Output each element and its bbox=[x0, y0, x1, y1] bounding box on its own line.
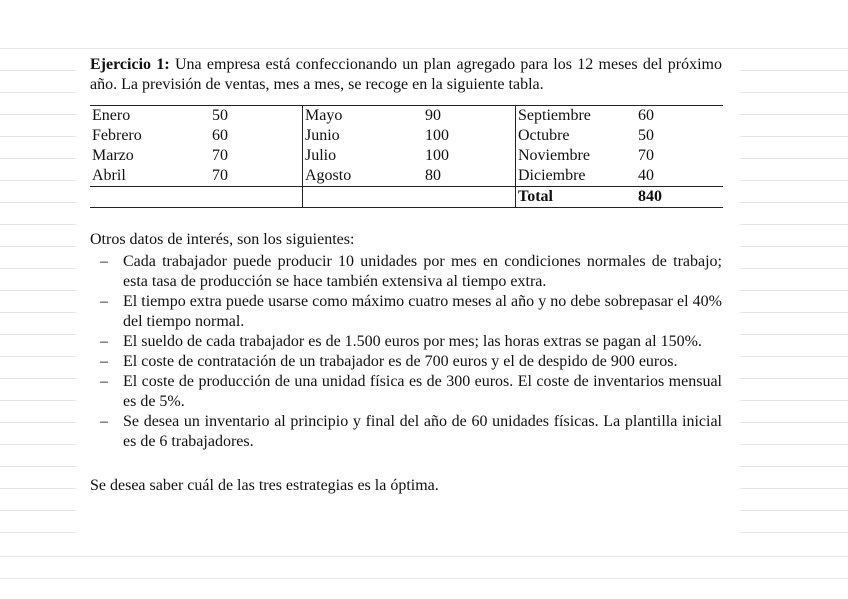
ruled-line bbox=[0, 246, 76, 247]
ruled-line bbox=[0, 180, 76, 181]
dash-bullet: – bbox=[100, 253, 108, 270]
ruled-line bbox=[740, 202, 848, 203]
table-row bbox=[90, 106, 723, 127]
month-name: Diciembre bbox=[516, 166, 637, 187]
month-value: 60 bbox=[212, 127, 228, 144]
dash-bullet: – bbox=[100, 333, 108, 350]
ruled-line bbox=[740, 444, 848, 445]
exercise-intro bbox=[90, 55, 722, 95]
month-value: 50 bbox=[210, 106, 303, 127]
ruled-line bbox=[0, 48, 848, 49]
ruled-line bbox=[0, 488, 76, 489]
month-name: Junio bbox=[303, 126, 424, 146]
dash-bullet: – bbox=[100, 413, 108, 430]
ruled-line bbox=[0, 400, 76, 401]
list-item bbox=[90, 252, 722, 292]
ruled-line bbox=[740, 488, 848, 489]
month-value: 70 bbox=[212, 147, 228, 164]
list-item-text: Cada trabajador puede producir 10 unidades por mes en condiciones normales de trabajo; esta tasa de producción se hace también extensiva al tiempo extra. bbox=[123, 253, 722, 290]
list-item bbox=[90, 292, 722, 332]
month-name: Septiembre bbox=[516, 106, 637, 127]
ruled-line bbox=[0, 224, 76, 225]
ruled-line bbox=[740, 356, 848, 357]
list-item-text: Se desea un inventario al principio y final del año de 60 unidades físicas. La plantilla inicial es de 6 trabajadores. bbox=[123, 413, 722, 450]
month-value: 70 bbox=[638, 147, 654, 164]
ruled-line bbox=[740, 510, 848, 511]
ruled-line bbox=[0, 532, 76, 533]
month-name: Octubre bbox=[516, 126, 637, 146]
total-value-cell bbox=[636, 187, 723, 208]
month-name: Noviembre bbox=[516, 146, 637, 166]
exercise-document bbox=[90, 55, 722, 496]
ruled-line bbox=[740, 290, 848, 291]
ruled-line bbox=[0, 378, 76, 379]
ruled-line bbox=[0, 70, 76, 71]
month-name: Agosto bbox=[303, 166, 424, 187]
ruled-line bbox=[740, 466, 848, 467]
ruled-line bbox=[0, 158, 76, 159]
sales-forecast-table bbox=[90, 105, 723, 208]
month-name: Mayo bbox=[303, 106, 424, 127]
dash-bullet: – bbox=[100, 353, 108, 370]
ruled-line bbox=[0, 466, 76, 467]
month-name: Julio bbox=[303, 146, 424, 166]
total-label-cell bbox=[516, 187, 637, 208]
ruled-line bbox=[740, 70, 848, 71]
ruled-line bbox=[0, 136, 76, 137]
ruled-line bbox=[740, 180, 848, 181]
ruled-line bbox=[0, 334, 76, 335]
total-row bbox=[90, 187, 723, 208]
empty-cell bbox=[90, 187, 210, 208]
ruled-line bbox=[740, 378, 848, 379]
other-data-heading: Otros datos de interés, son los siguientes: bbox=[90, 231, 355, 248]
ruled-line bbox=[740, 246, 848, 247]
ruled-line bbox=[0, 268, 76, 269]
ruled-line bbox=[0, 556, 848, 557]
list-item-text: El coste de contratación de un trabajador es de 700 euros y el de despido de 900 euros. bbox=[123, 353, 678, 370]
ruled-line bbox=[740, 136, 848, 137]
month-value: 70 bbox=[212, 167, 228, 184]
ruled-line bbox=[740, 268, 848, 269]
total-value: 840 bbox=[638, 188, 662, 205]
ruled-line bbox=[0, 356, 76, 357]
list-item-text: El sueldo de cada trabajador es de 1.500 euros por mes; las horas extras se pagan al 150%. bbox=[123, 333, 702, 350]
list-item bbox=[90, 372, 722, 412]
month-value: 100 bbox=[425, 127, 449, 144]
ruled-line bbox=[740, 532, 848, 533]
ruled-line bbox=[740, 114, 848, 115]
ruled-line bbox=[0, 92, 76, 93]
ruled-line bbox=[740, 224, 848, 225]
month-value: 50 bbox=[638, 127, 654, 144]
ruled-line bbox=[0, 444, 76, 445]
month-name: Enero bbox=[90, 106, 210, 127]
other-data-list bbox=[90, 252, 722, 452]
month-value: 80 bbox=[425, 167, 441, 184]
ruled-line bbox=[0, 114, 76, 115]
ruled-line bbox=[740, 312, 848, 313]
dash-bullet: – bbox=[100, 373, 108, 390]
list-item bbox=[90, 412, 722, 452]
month-value: 90 bbox=[423, 106, 516, 127]
list-item bbox=[90, 352, 722, 372]
exercise-label: Ejercicio 1: bbox=[90, 56, 170, 73]
table-row bbox=[90, 166, 723, 187]
ruled-line bbox=[0, 202, 76, 203]
month-value: 40 bbox=[638, 167, 654, 184]
ruled-line bbox=[0, 312, 76, 313]
ruled-line bbox=[740, 400, 848, 401]
table-row bbox=[90, 126, 723, 146]
empty-cell bbox=[210, 187, 303, 208]
month-name: Marzo bbox=[92, 147, 134, 164]
dash-bullet: – bbox=[100, 293, 108, 310]
month-value: 60 bbox=[636, 106, 723, 127]
ruled-line bbox=[0, 290, 76, 291]
ruled-line bbox=[740, 158, 848, 159]
ruled-line bbox=[0, 578, 848, 579]
closing-question: Se desea saber cuál de las tres estrategias es la óptima. bbox=[90, 477, 439, 494]
ruled-line bbox=[740, 92, 848, 93]
list-item bbox=[90, 332, 722, 352]
month-name: Abril bbox=[92, 167, 126, 184]
empty-cell bbox=[423, 187, 516, 208]
ruled-line bbox=[0, 422, 76, 423]
total-label: Total bbox=[518, 188, 553, 205]
ruled-line bbox=[740, 422, 848, 423]
list-item-text: El tiempo extra puede usarse como máximo cuatro meses al año y no debe sobrepasar el 40% del tiempo normal. bbox=[123, 293, 722, 330]
ruled-line bbox=[740, 334, 848, 335]
month-value: 100 bbox=[425, 147, 449, 164]
empty-cell bbox=[303, 187, 424, 208]
exercise-intro-text: Una empresa está confeccionando un plan agregado para los 12 meses del próximo año. La previsión de ventas, mes a mes, se recoge en la siguiente tabla. bbox=[90, 56, 723, 93]
ruled-line bbox=[0, 510, 76, 511]
table-row bbox=[90, 146, 723, 166]
list-item-text: El coste de producción de una unidad física es de 300 euros. El coste de inventarios mensual es de 5%. bbox=[123, 373, 722, 410]
month-name: Febrero bbox=[92, 127, 142, 144]
